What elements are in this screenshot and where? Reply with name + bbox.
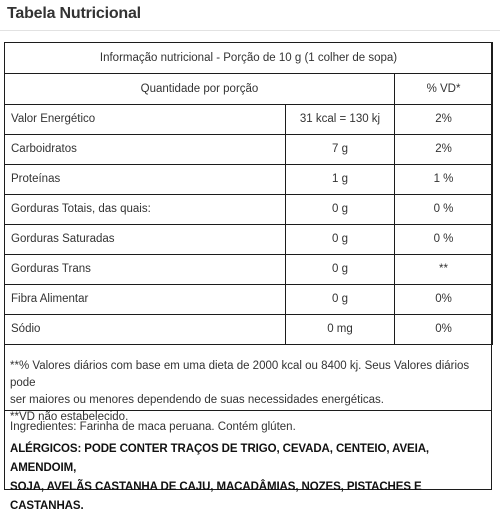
vd-column-header: % VD* bbox=[395, 74, 493, 105]
nutrient-amount: 0 g bbox=[286, 255, 395, 285]
allergen-warning bbox=[10, 440, 490, 516]
vd-not-established-note: **VD não estabelecido. bbox=[10, 411, 129, 423]
nutrient-amount: 0 mg bbox=[286, 315, 395, 345]
table-row bbox=[5, 285, 493, 315]
nutrient-vd: 0% bbox=[395, 285, 493, 315]
daily-values-note: **% Valores diários com base em uma dieta de 2000 kcal ou 8400 kj. Seus Valores diários pode bbox=[10, 360, 470, 389]
table-row bbox=[5, 225, 493, 255]
nutrient-name: Gorduras Saturadas bbox=[5, 225, 286, 255]
nutrient-amount: 0 g bbox=[286, 285, 395, 315]
nutrient-amount: 7 g bbox=[286, 135, 395, 165]
nutrient-amount: 31 kcal = 130 kj bbox=[286, 105, 395, 135]
table-row bbox=[5, 135, 493, 165]
nutrient-name: Proteínas bbox=[5, 165, 286, 195]
nutrient-vd: ** bbox=[395, 255, 493, 285]
allergen-line: ALÉRGICOS: PODE CONTER TRAÇOS DE TRIGO, CEVADA, CENTEIO, AVEIA, AMENDOIM, bbox=[10, 443, 430, 474]
nutrient-name: Gorduras Totais, das quais: bbox=[5, 195, 286, 225]
nutrient-amount: 0 g bbox=[286, 195, 395, 225]
footnotes bbox=[10, 358, 486, 426]
table-row bbox=[5, 255, 493, 285]
table-row bbox=[5, 315, 493, 345]
nutrient-amount: 1 g bbox=[286, 165, 395, 195]
nutrient-name: Gorduras Trans bbox=[5, 255, 286, 285]
table-row bbox=[5, 195, 493, 225]
nutrient-vd: 2% bbox=[395, 135, 493, 165]
nutrient-vd: 1 % bbox=[395, 165, 493, 195]
nutrient-name: Fibra Alimentar bbox=[5, 285, 286, 315]
nutrient-amount: 0 g bbox=[286, 225, 395, 255]
nutrient-vd: 0 % bbox=[395, 225, 493, 255]
nutrient-name: Carboidratos bbox=[5, 135, 286, 165]
ingredients-text: Ingredientes: Farinha de maca peruana. Contém glúten. bbox=[10, 421, 296, 433]
nutrient-vd: 0% bbox=[395, 315, 493, 345]
nutrient-name: Valor Energético bbox=[5, 105, 286, 135]
daily-values-note-continued: ser maiores ou menores dependendo de suas necessidades energéticas. bbox=[10, 394, 384, 406]
nutrition-table bbox=[4, 42, 493, 345]
section-title: Tabela Nutricional bbox=[7, 5, 141, 22]
footnote-divider bbox=[4, 410, 492, 411]
table-row bbox=[5, 105, 493, 135]
table-row bbox=[5, 165, 493, 195]
nutrient-vd: 2% bbox=[395, 105, 493, 135]
portion-header: Informação nutricional - Porção de 10 g (1 colher de sopa) bbox=[5, 43, 493, 74]
nutrient-vd: 0 % bbox=[395, 195, 493, 225]
quantity-column-header: Quantidade por porção bbox=[5, 74, 395, 105]
title-divider bbox=[0, 30, 500, 31]
nutrient-name: Sódio bbox=[5, 315, 286, 345]
allergen-line: SOJA, AVELÃS CASTANHA DE CAJU, MACADÂMIAS, NOZES, PISTACHES E CASTANHAS. bbox=[10, 481, 422, 512]
